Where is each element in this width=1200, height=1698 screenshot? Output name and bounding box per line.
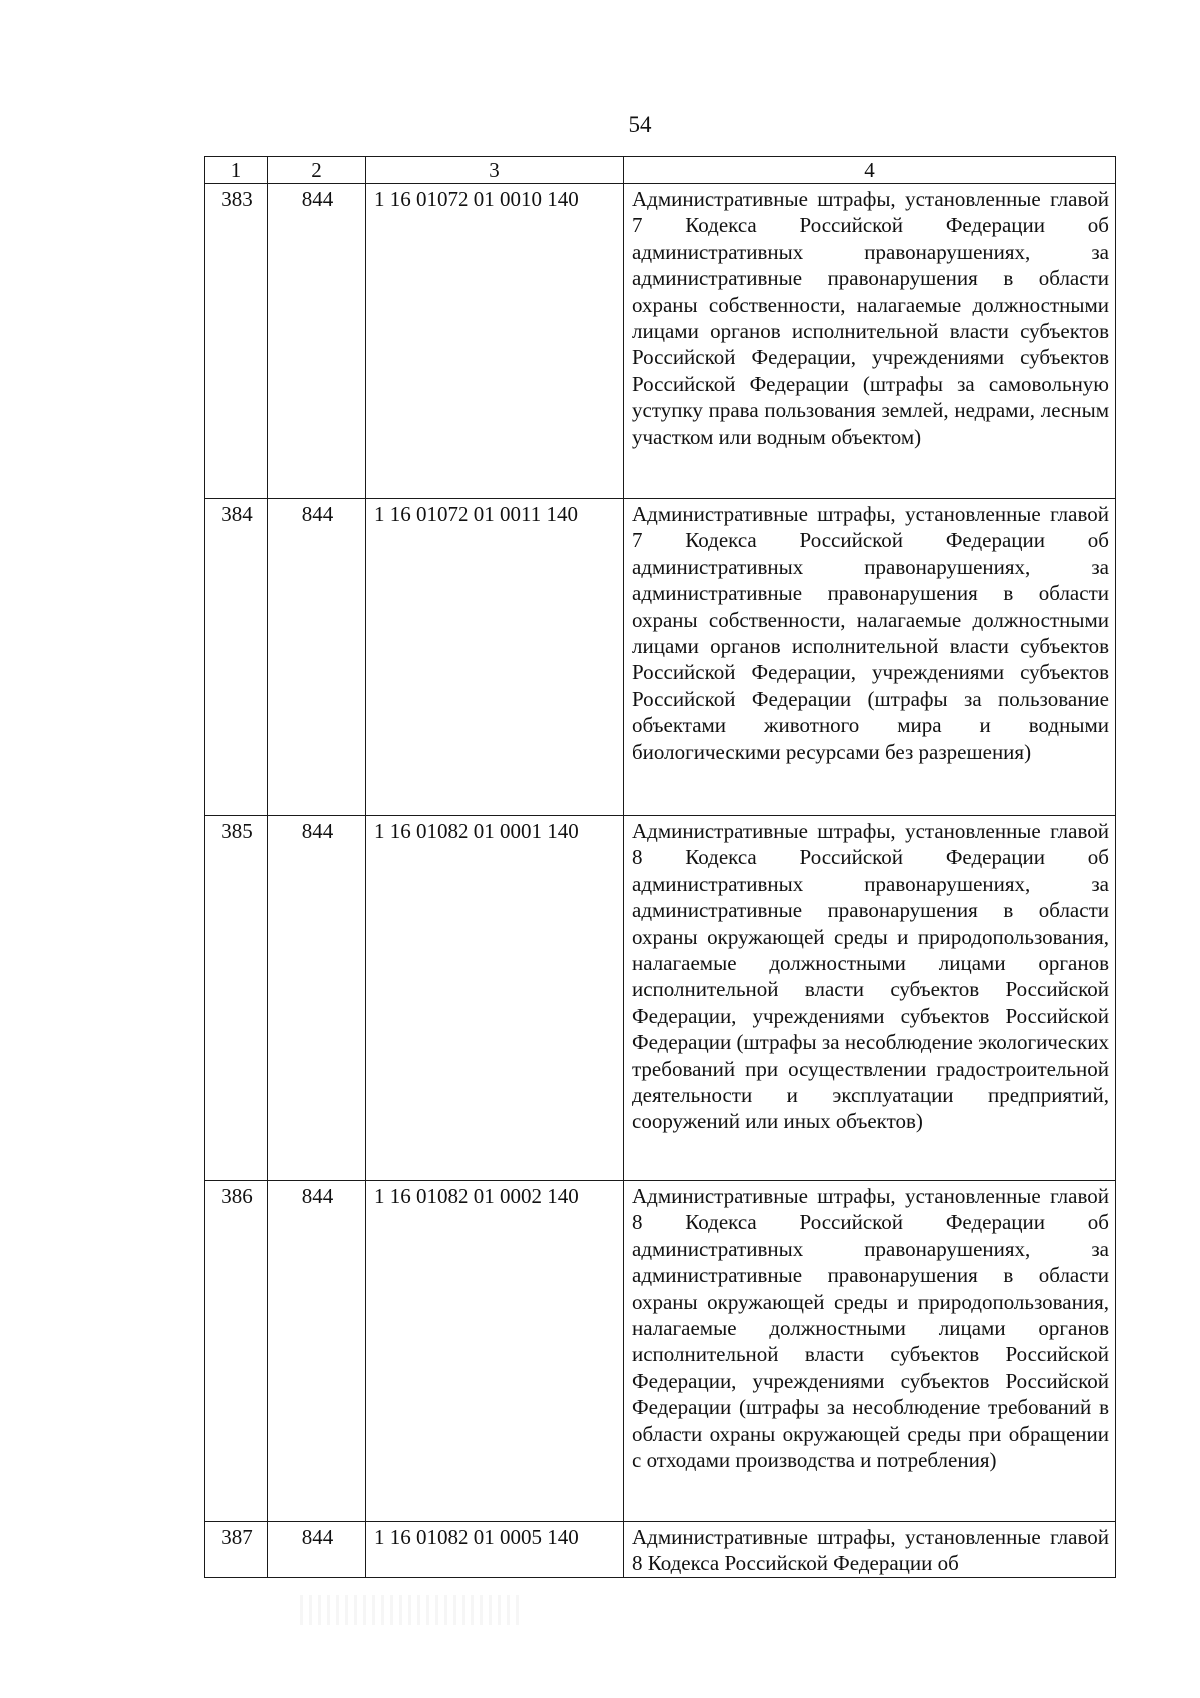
header-col-1: 1 bbox=[205, 157, 268, 184]
row-number: 383 bbox=[205, 184, 268, 499]
row-number: 384 bbox=[205, 499, 268, 816]
table-row bbox=[205, 499, 1116, 816]
row-number: 387 bbox=[205, 1522, 268, 1578]
header-col-4: 4 bbox=[624, 157, 1116, 184]
page-number: 54 bbox=[628, 112, 652, 137]
budget-code: 1 16 01072 01 0010 140 bbox=[366, 184, 624, 499]
header-col-3: 3 bbox=[366, 157, 624, 184]
budget-code: 1 16 01072 01 0011 140 bbox=[366, 499, 624, 816]
description: Административные штрафы, установленные главой 7 Кодекса Российской Федерации об административных правонарушениях, за административные правонарушения в области охраны собственности, налагаемые должностными лицами органов исполнительной власти субъектов Российской Федерации, учреждениями субъектов Российской Федерации (штрафы за пользование объектами животного мира и водными биологическими ресурсами без разрешения) bbox=[624, 499, 1116, 816]
budget-code: 1 16 01082 01 0005 140 bbox=[366, 1522, 624, 1578]
admin-code: 844 bbox=[268, 816, 366, 1181]
table-row bbox=[205, 184, 1116, 499]
admin-code: 844 bbox=[268, 1181, 366, 1522]
budget-code: 1 16 01082 01 0001 140 bbox=[366, 816, 624, 1181]
table-row bbox=[205, 1181, 1116, 1522]
description: Административные штрафы, установленные главой 8 Кодекса Российской Федерации об административных правонарушениях, за административные правонарушения в области охраны окружающей среды и природопользования, налагаемые должностными лицами органов исполнительной власти субъектов Российской Федерации, учреждениями субъектов Российской Федерации (штрафы за несоблюдение требований в области охраны окружающей среды при обращении с отходами производства и потребления) bbox=[624, 1181, 1116, 1522]
budget-code: 1 16 01082 01 0002 140 bbox=[366, 1181, 624, 1522]
table-row bbox=[205, 1522, 1116, 1578]
admin-code: 844 bbox=[268, 184, 366, 499]
scan-artifact bbox=[300, 1595, 520, 1625]
table-row bbox=[205, 816, 1116, 1181]
description: Административные штрафы, установленные главой 8 Кодекса Российской Федерации об административных правонарушениях, за административные правонарушения в области охраны окружающей среды и природопользования, налагаемые должностными лицами органов исполнительной власти субъектов Российской Федерации, учреждениями субъектов Российской Федерации (штрафы за несоблюдение экологических требований при осуществлении градостроительной деятельности и эксплуатации предприятий, сооружений или иных объектов) bbox=[624, 816, 1116, 1181]
header-col-2: 2 bbox=[268, 157, 366, 184]
description: Административные штрафы, установленные главой 7 Кодекса Российской Федерации об административных правонарушениях, за административные правонарушения в области охраны собственности, налагаемые должностными лицами органов исполнительной власти субъектов Российской Федерации, учреждениями субъектов Российской Федерации (штрафы за самовольную уступку права пользования землей, недрами, лесным участком или водным объектом) bbox=[624, 184, 1116, 499]
fees-table bbox=[204, 156, 1116, 1578]
row-number: 386 bbox=[205, 1181, 268, 1522]
table-header-row bbox=[205, 157, 1116, 184]
admin-code: 844 bbox=[268, 1522, 366, 1578]
row-number: 385 bbox=[205, 816, 268, 1181]
description: Административные штрафы, установленные главой 8 Кодекса Российской Федерации об bbox=[624, 1522, 1116, 1578]
admin-code: 844 bbox=[268, 499, 366, 816]
